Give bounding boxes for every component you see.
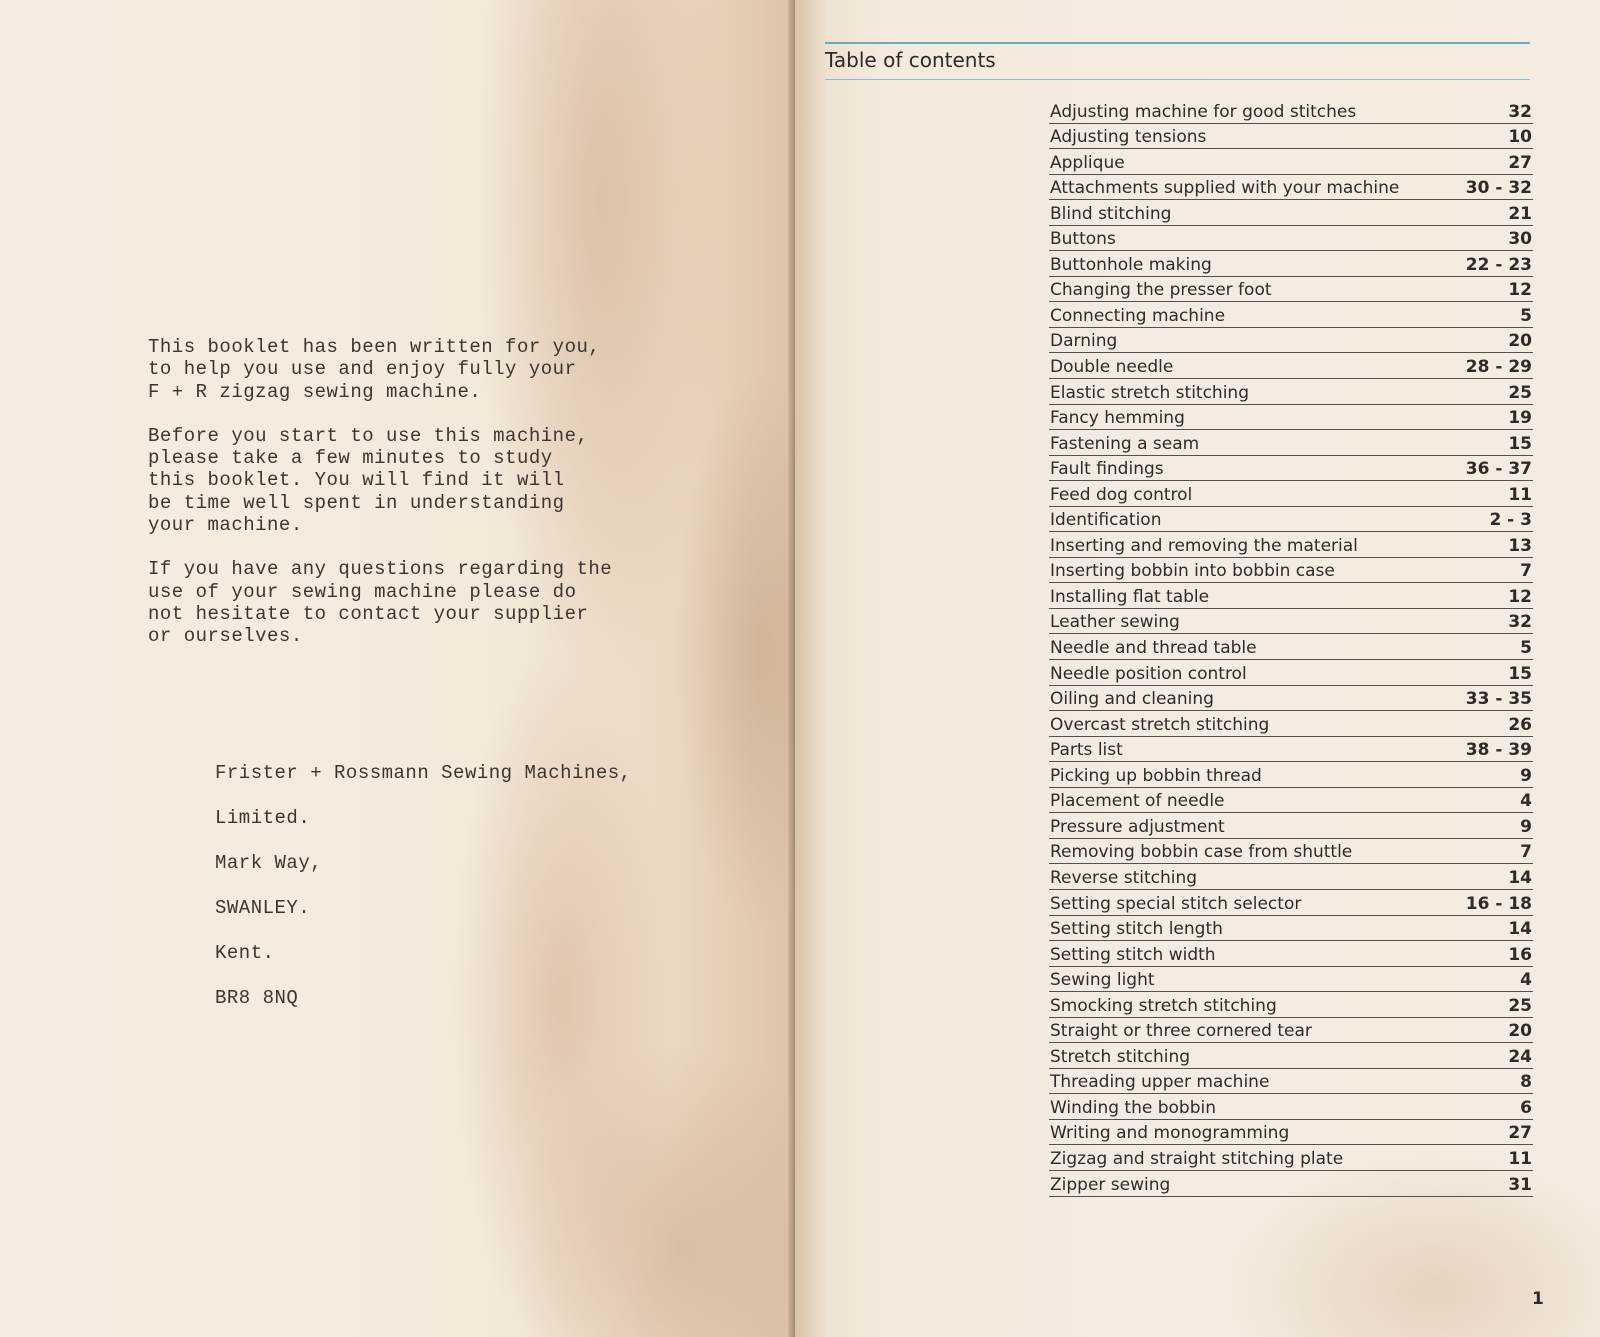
toc-entry-label: Fancy hemming bbox=[1050, 408, 1185, 429]
toc-entry bbox=[1049, 788, 1533, 814]
toc-entry bbox=[1049, 98, 1533, 124]
toc-entry-label: Applique bbox=[1050, 152, 1125, 173]
address-line: Kent. bbox=[215, 942, 275, 964]
toc-entry bbox=[1049, 124, 1533, 150]
toc-entry bbox=[1049, 1094, 1533, 1120]
toc-entry-label: Pressure adjustment bbox=[1050, 816, 1225, 837]
toc-entry bbox=[1049, 1069, 1533, 1095]
toc-entry bbox=[1049, 200, 1533, 226]
left-page bbox=[0, 0, 795, 1337]
toc-entry-page: 28 - 29 bbox=[1465, 357, 1532, 378]
toc-entry-label: Attachments supplied with your machine bbox=[1050, 178, 1400, 199]
toc-entry-page: 9 bbox=[1520, 765, 1532, 786]
toc-entry bbox=[1049, 941, 1533, 967]
toc-entry-label: Feed dog control bbox=[1050, 484, 1193, 505]
toc-entry bbox=[1049, 992, 1533, 1018]
toc-entry-label: Fault findings bbox=[1050, 459, 1164, 480]
toc-entry-page: 7 bbox=[1520, 842, 1532, 863]
address-line: Mark Way, bbox=[215, 852, 323, 874]
toc-entry bbox=[1049, 430, 1533, 456]
toc-entry bbox=[1049, 660, 1533, 686]
toc-entry-label: Changing the presser foot bbox=[1050, 280, 1272, 301]
toc-entry-page: 11 bbox=[1508, 1148, 1532, 1169]
toc-entry-label: Buttonhole making bbox=[1050, 254, 1212, 275]
toc-entry-page: 21 bbox=[1508, 203, 1532, 224]
toc-entry-page: 32 bbox=[1508, 101, 1532, 122]
toc-entry-page: 36 - 37 bbox=[1465, 459, 1532, 480]
intro-paragraph: Before you start to use this machine, please take a few minutes to study this booklet. You will find it will be time well spent in understanding your machine. bbox=[148, 424, 589, 537]
toc-entry bbox=[1049, 864, 1533, 890]
toc-entry bbox=[1049, 456, 1533, 482]
table-of-contents bbox=[1049, 98, 1533, 1197]
toc-entry-page: 14 bbox=[1508, 919, 1532, 940]
toc-entry-page: 2 - 3 bbox=[1489, 510, 1532, 531]
toc-entry-label: Threading upper machine bbox=[1050, 1072, 1270, 1093]
toc-entry-page: 15 bbox=[1508, 663, 1532, 684]
toc-entry-label: Reverse stitching bbox=[1050, 867, 1198, 888]
toc-entry bbox=[1049, 251, 1533, 277]
toc-entry-label: Inserting and removing the material bbox=[1050, 535, 1358, 556]
toc-entry-page: 13 bbox=[1508, 535, 1532, 556]
toc-entry bbox=[1049, 839, 1533, 865]
toc-entry bbox=[1049, 175, 1533, 201]
address-line: Frister + Rossmann Sewing Machines, bbox=[215, 762, 632, 784]
toc-entry-label: Writing and monogramming bbox=[1050, 1123, 1290, 1144]
toc-entry-label: Oiling and cleaning bbox=[1050, 689, 1214, 710]
toc-entry-page: 20 bbox=[1508, 1021, 1532, 1042]
toc-entry-label: Needle position control bbox=[1050, 663, 1247, 684]
toc-entry-page: 15 bbox=[1508, 433, 1532, 454]
toc-entry bbox=[1049, 686, 1533, 712]
toc-entry-label: Straight or three cornered tear bbox=[1050, 1021, 1312, 1042]
toc-entry-page: 25 bbox=[1508, 382, 1532, 403]
toc-entry bbox=[1049, 1120, 1533, 1146]
toc-entry-label: Inserting bobbin into bobbin case bbox=[1050, 561, 1335, 582]
address-line: SWANLEY. bbox=[215, 897, 311, 919]
right-page bbox=[795, 0, 1600, 1337]
toc-entry-label: Blind stitching bbox=[1050, 203, 1172, 224]
toc-entry bbox=[1049, 1018, 1533, 1044]
toc-entry-page: 26 bbox=[1508, 714, 1532, 735]
toc-entry-page: 11 bbox=[1508, 484, 1532, 505]
toc-entry-label: Elastic stretch stitching bbox=[1050, 382, 1249, 403]
toc-entry-label: Winding the bobbin bbox=[1050, 1097, 1216, 1118]
toc-entry bbox=[1049, 149, 1533, 175]
toc-entry-page: 30 bbox=[1508, 229, 1532, 250]
toc-entry-label: Setting stitch width bbox=[1050, 944, 1216, 965]
toc-entry-page: 24 bbox=[1508, 1046, 1532, 1067]
toc-entry-label: Parts list bbox=[1050, 740, 1123, 761]
toc-entry-page: 20 bbox=[1508, 331, 1532, 352]
toc-entry bbox=[1049, 890, 1533, 916]
page-number: 1 bbox=[1532, 1289, 1544, 1309]
toc-entry-label: Setting stitch length bbox=[1050, 919, 1223, 940]
toc-entry bbox=[1049, 737, 1533, 763]
toc-entry-label: Adjusting machine for good stitches bbox=[1050, 101, 1357, 122]
toc-entry-page: 30 - 32 bbox=[1465, 178, 1532, 199]
toc-entry-page: 12 bbox=[1508, 586, 1532, 607]
page-title: Table of contents bbox=[825, 48, 996, 72]
toc-entry bbox=[1049, 711, 1533, 737]
toc-entry-page: 12 bbox=[1508, 280, 1532, 301]
toc-entry bbox=[1049, 481, 1533, 507]
toc-entry-label: Fastening a seam bbox=[1050, 433, 1200, 454]
toc-header bbox=[825, 42, 1530, 80]
toc-entry bbox=[1049, 583, 1533, 609]
toc-entry-label: Installing flat table bbox=[1050, 586, 1210, 607]
toc-entry-label: Setting special stitch selector bbox=[1050, 893, 1302, 914]
toc-entry-page: 5 bbox=[1520, 638, 1532, 659]
toc-entry-label: Picking up bobbin thread bbox=[1050, 765, 1262, 786]
toc-entry bbox=[1049, 634, 1533, 660]
toc-entry-label: Identification bbox=[1050, 510, 1162, 531]
toc-entry-label: Smocking stretch stitching bbox=[1050, 995, 1277, 1016]
toc-entry-label: Double needle bbox=[1050, 357, 1174, 378]
toc-entry-label: Buttons bbox=[1050, 229, 1116, 250]
toc-entry bbox=[1049, 532, 1533, 558]
intro-paragraph: If you have any questions regarding the use of your sewing machine please do not hesitate to contact your supplier or ourselves. bbox=[148, 558, 613, 648]
toc-entry bbox=[1049, 379, 1533, 405]
toc-entry-page: 19 bbox=[1508, 408, 1532, 429]
toc-entry-page: 8 bbox=[1520, 1072, 1532, 1093]
toc-entry bbox=[1049, 916, 1533, 942]
toc-entry-page: 25 bbox=[1508, 995, 1532, 1016]
toc-entry bbox=[1049, 1145, 1533, 1171]
toc-entry-page: 9 bbox=[1520, 816, 1532, 837]
toc-entry-label: Zipper sewing bbox=[1050, 1174, 1171, 1195]
toc-entry bbox=[1049, 353, 1533, 379]
toc-entry bbox=[1049, 813, 1533, 839]
toc-entry bbox=[1049, 609, 1533, 635]
toc-entry-label: Needle and thread table bbox=[1050, 638, 1257, 659]
toc-entry-page: 7 bbox=[1520, 561, 1532, 582]
toc-entry bbox=[1049, 405, 1533, 431]
toc-entry bbox=[1049, 226, 1533, 252]
toc-entry-page: 10 bbox=[1508, 127, 1532, 148]
intro-paragraph: This booklet has been written for you, to help you use and enjoy fully your F + R zigzag sewing machine. bbox=[148, 336, 601, 403]
toc-entry-page: 27 bbox=[1508, 1123, 1532, 1144]
toc-entry bbox=[1049, 507, 1533, 533]
toc-entry-page: 22 - 23 bbox=[1465, 254, 1532, 275]
toc-entry bbox=[1049, 762, 1533, 788]
toc-entry-page: 14 bbox=[1508, 867, 1532, 888]
toc-entry-page: 33 - 35 bbox=[1465, 689, 1532, 710]
toc-entry-page: 31 bbox=[1508, 1174, 1532, 1195]
toc-entry-page: 6 bbox=[1520, 1097, 1532, 1118]
toc-entry-label: Placement of needle bbox=[1050, 791, 1225, 812]
toc-entry bbox=[1049, 302, 1533, 328]
toc-entry-page: 27 bbox=[1508, 152, 1532, 173]
toc-entry bbox=[1049, 1043, 1533, 1069]
toc-entry bbox=[1049, 967, 1533, 993]
toc-entry-label: Zigzag and straight stitching plate bbox=[1050, 1148, 1344, 1169]
toc-entry-label: Overcast stretch stitching bbox=[1050, 714, 1270, 735]
address-line: BR8 8NQ bbox=[215, 987, 299, 1009]
toc-entry bbox=[1049, 1171, 1533, 1197]
toc-entry-page: 16 bbox=[1508, 944, 1532, 965]
toc-entry-page: 16 - 18 bbox=[1465, 893, 1532, 914]
toc-entry bbox=[1049, 277, 1533, 303]
toc-entry-page: 38 - 39 bbox=[1465, 740, 1532, 761]
toc-entry-label: Leather sewing bbox=[1050, 612, 1180, 633]
toc-entry bbox=[1049, 558, 1533, 584]
toc-entry-label: Sewing light bbox=[1050, 970, 1155, 991]
toc-entry-label: Darning bbox=[1050, 331, 1118, 352]
company-address bbox=[215, 762, 715, 1032]
toc-entry-page: 5 bbox=[1520, 305, 1532, 326]
intro-text bbox=[148, 336, 688, 670]
toc-entry-page: 32 bbox=[1508, 612, 1532, 633]
address-line: Limited. bbox=[215, 807, 311, 829]
toc-entry bbox=[1049, 328, 1533, 354]
toc-entry-label: Connecting machine bbox=[1050, 305, 1226, 326]
toc-entry-label: Adjusting tensions bbox=[1050, 127, 1207, 148]
toc-entry-page: 4 bbox=[1520, 970, 1532, 991]
toc-entry-page: 4 bbox=[1520, 791, 1532, 812]
toc-entry-label: Removing bobbin case from shuttle bbox=[1050, 842, 1353, 863]
toc-entry-label: Stretch stitching bbox=[1050, 1046, 1191, 1067]
